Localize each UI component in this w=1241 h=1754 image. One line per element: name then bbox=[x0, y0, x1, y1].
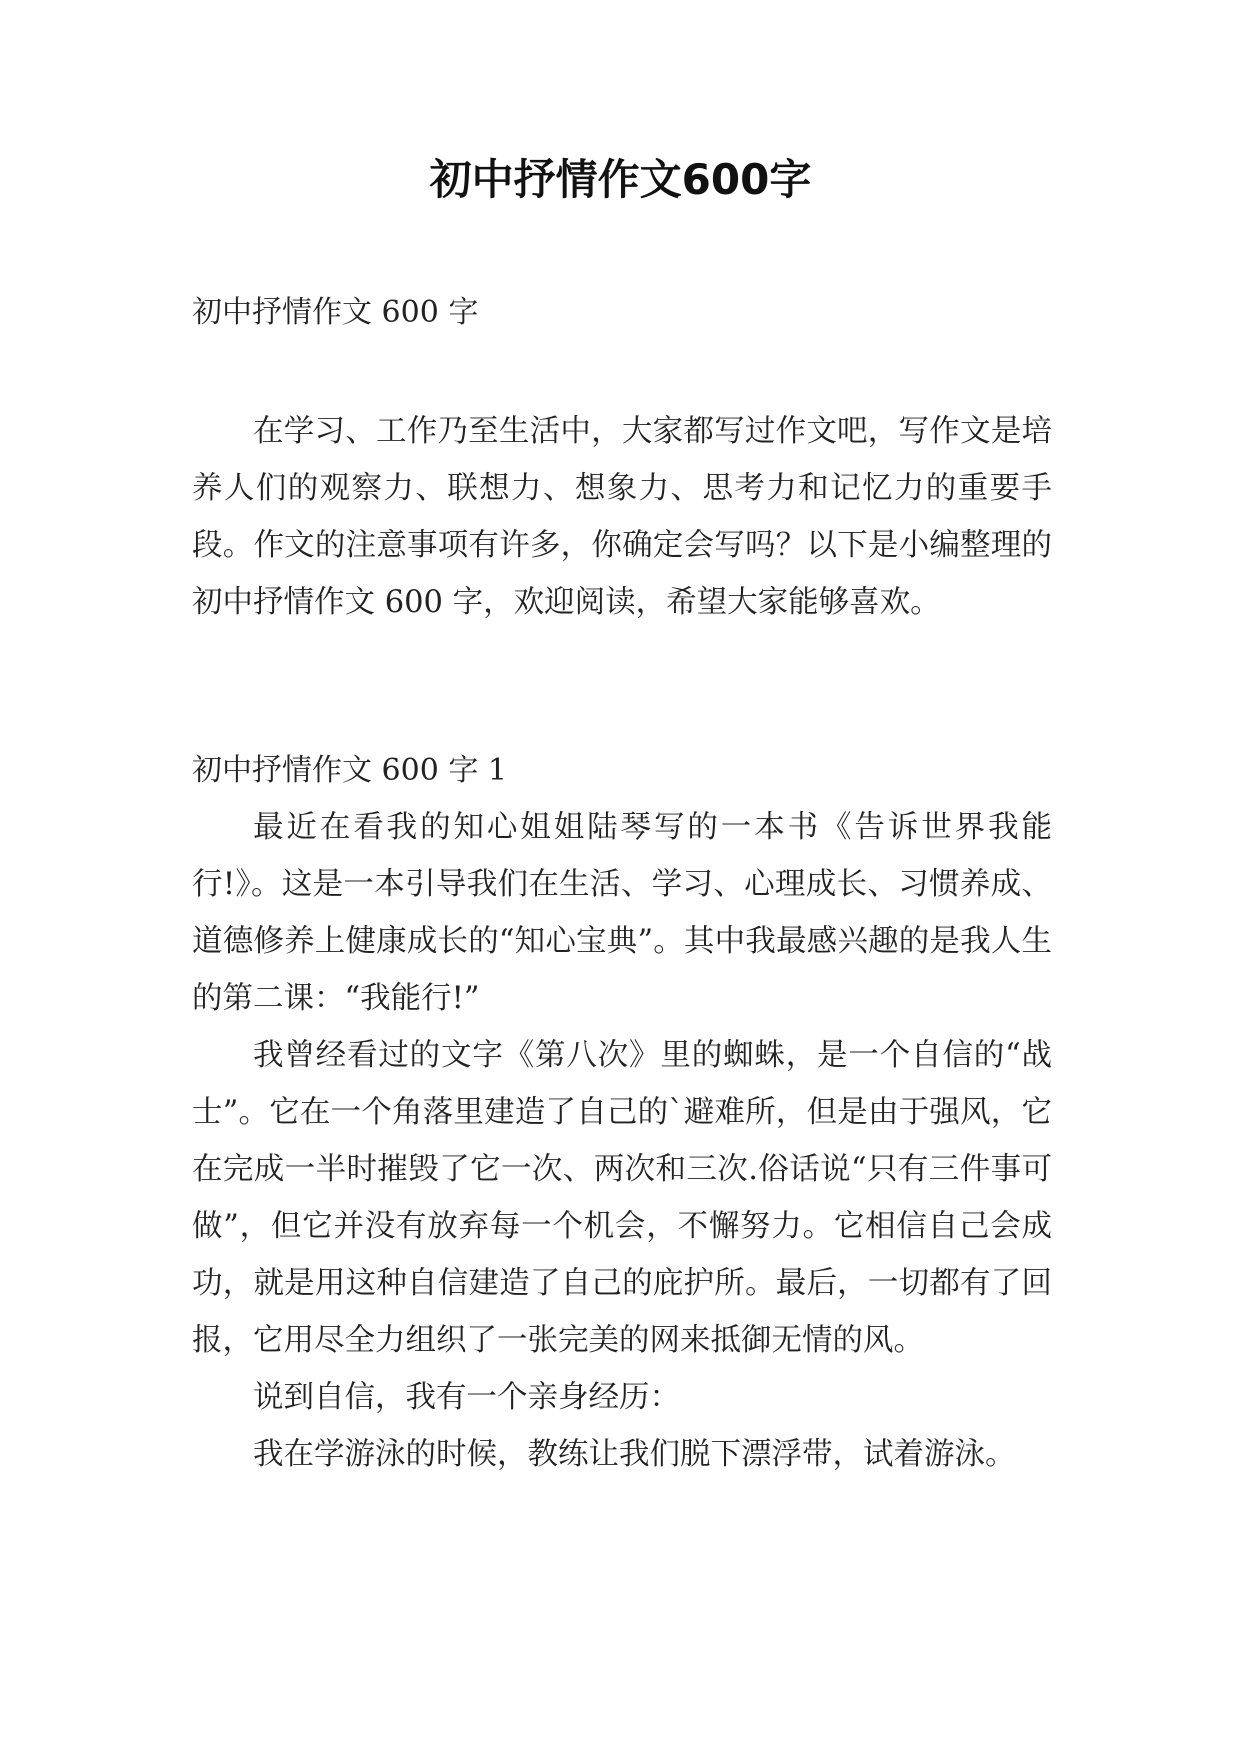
essay-paragraph-4: 我在学游泳的时候，教练让我们脱下漂浮带，试着游泳。 bbox=[253, 1437, 1016, 1472]
section-heading: 初中抒情作文 600 字 1 bbox=[192, 753, 507, 788]
essay-paragraph-2: 我曾经看过的文字《第八次》里的蜘蛛，是一个自信的“战士”。它在一个角落里建造了自己的`避难所，但是由于强风，它在完成一半时摧毁了它一次、两次和三次.俗话说“只有三件事可做”，但它并没有放弃每一个机会，不懈努力。它相信自己会成功，就是用这种自信建造了自己的庇护所。最后，一切都有了回报，它用尽全力组织了一张完美的网来抵御无情的风。 bbox=[192, 1038, 1052, 1358]
intro-block bbox=[192, 403, 1052, 631]
intro-paragraph: 在学习、工作乃至生活中，大家都写过作文吧，写作文是培养人们的观察力、联想力、想象力、思考力和记忆力的重要手段。作文的注意事项有许多，你确定会写吗？以下是小编整理的初中抒情作文 600 字，欢迎阅读，希望大家能够喜欢。 bbox=[192, 414, 1052, 620]
document-title: 初中抒情作文600字 bbox=[429, 155, 812, 204]
document-subtitle: 初中抒情作文 600 字 bbox=[192, 295, 479, 330]
essay-paragraph-1: 最近在看我的知心姐姐陆琴写的一本书《告诉世界我能行!》。这是一本引导我们在生活、学习、心理成长、习惯养成、道德修养上健康成长的“知心宝典”。其中我最感兴趣的是我人生的第二课：“我能行!” bbox=[192, 810, 1052, 1016]
essay-body bbox=[192, 799, 1052, 1483]
essay-paragraph-3: 说到自信，我有一个亲身经历： bbox=[253, 1380, 680, 1415]
